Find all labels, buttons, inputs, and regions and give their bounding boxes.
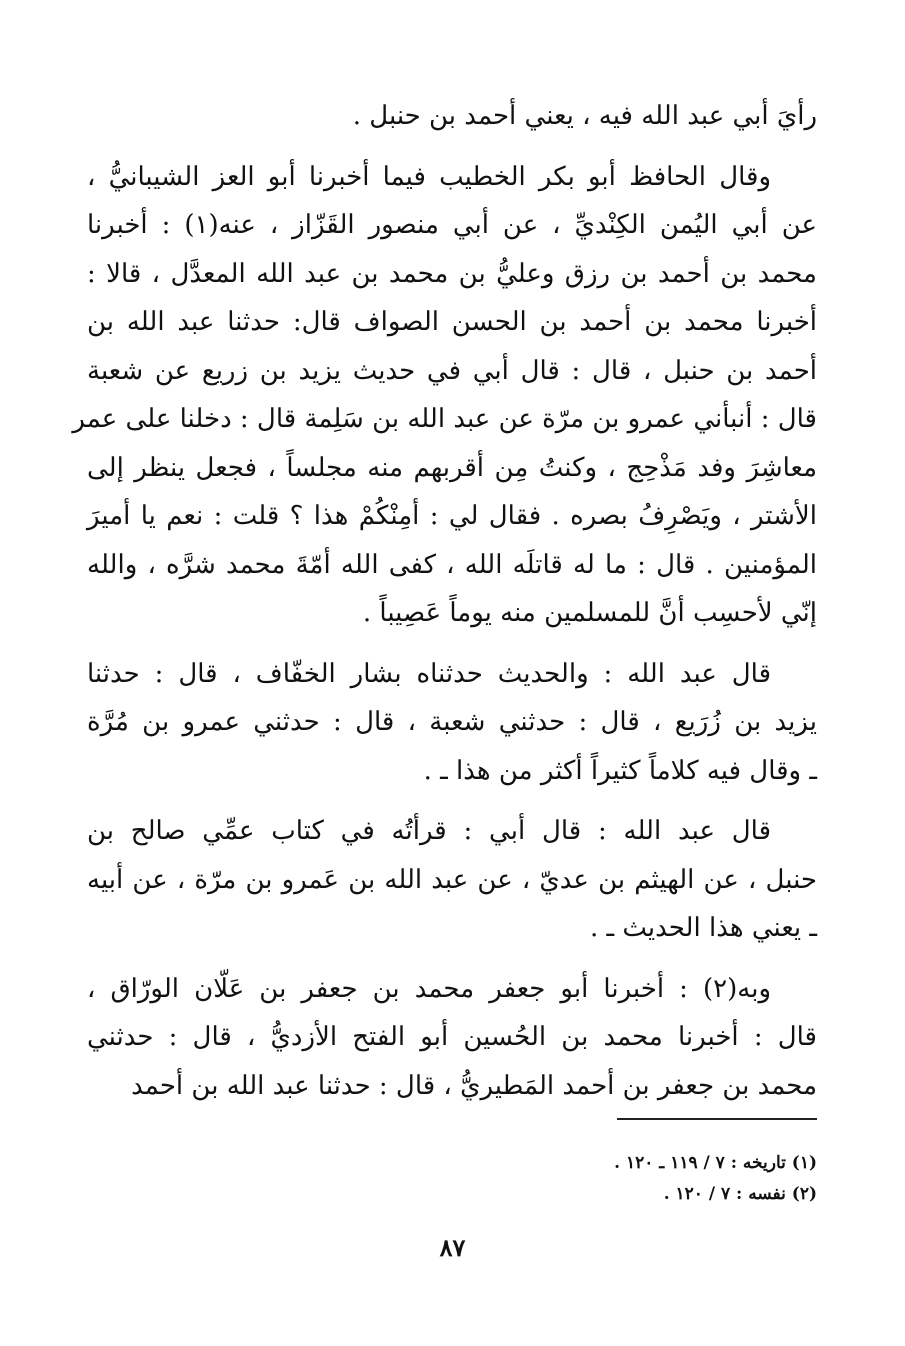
footnote-divider <box>617 1118 817 1120</box>
footnote: (٢) نفسه : ٧ / ١٢٠ . <box>663 1184 817 1204</box>
text-line: قال : أخبرنا محمد بن الحُسين أبو الفتح الأزديُّ ، قال : حدثني <box>87 1022 817 1052</box>
text-line: عن أبي اليُمن الكِنْديِّ ، عن أبي منصور القَزّاز ، عنه(١) : أخبرنا <box>87 210 818 240</box>
text-line: قال عبد الله : والحديث حدثناه بشار الخفّاف ، قال : حدثنا <box>87 658 771 689</box>
footnote: (١) تاريخه : ٧ / ١١٩ ـ ١٢٠ . <box>614 1153 817 1173</box>
paragraph <box>87 965 817 1111</box>
text-line: يزيد بن زُرَيع ، قال : حدثني شعبة ، قال : حدثني عمرو بن مُرَّة <box>87 707 817 737</box>
text-line: إنّي لأحسِب أنَّ للمسلمين منه يوماً عَصِيباً . <box>362 598 817 628</box>
footnotes <box>117 1148 817 1210</box>
text-line: محمد بن جعفر بن أحمد المَطيريُّ ، قال : حدثنا عبد الله بن أحمد <box>131 1070 817 1101</box>
text-line: وقال الحافظ أبو بكر الخطيب فيما أخبرنا أبو العز الشيبانيُّ ، <box>87 161 771 192</box>
text-line: معاشِرَ وفد مَذْحِج ، وكنتُ مِن أقربهم منه مجلساً ، فجعل ينظر إلى <box>87 452 817 483</box>
main-text <box>72 92 818 1110</box>
text-line: حنبل ، عن الهيثم بن عديّ ، عن عبد الله بن عَمرو بن مرّة ، عن أبيه <box>87 864 817 895</box>
text-line: الأشتر ، ويَصْرِفُ بصره . فقال لي : أمِنْكُمْ هذا ؟ قلت : نعم يا أميرَ <box>87 501 817 531</box>
paragraph <box>87 92 817 141</box>
text-line: محمد بن أحمد بن رزق وعليُّ بن محمد بن عبد الله المعدَّل ، قالا : <box>87 258 817 289</box>
text-line: ـ يعني هذا الحديث ـ . <box>589 913 817 943</box>
text-line: قال عبد الله : قال أبي : قرأتُه في كتاب عمِّي صالح بن <box>87 816 771 846</box>
text-line: ـ وقال فيه كلاماً كثيراً أكثر من هذا ـ . <box>423 755 817 786</box>
text-line: المؤمنين . قال : ما له قاتلَه الله ، كفى الله أمّةَ محمد شرَّه ، والله <box>87 549 817 580</box>
paragraph <box>87 650 817 796</box>
text-line: أخبرنا محمد بن أحمد بن الحسن الصواف قال: حدثنا عبد الله بن <box>87 307 817 337</box>
text-line: رأيَ أبي عبد الله فيه ، يعني أحمد بن حنبل . <box>352 101 817 131</box>
text-line: قال : أنبأني عمرو بن مرّة عن عبد الله بن سَلِمة قال : دخلنا على عمر <box>72 404 817 434</box>
paragraph <box>72 153 818 638</box>
text-line: وبه(٢) : أخبرنا أبو جعفر محمد بن جعفر بن عَلّان الورّاق ، <box>87 973 771 1004</box>
paragraph <box>87 807 817 953</box>
page-number: ٨٧ <box>439 1233 466 1262</box>
text-line: أحمد بن حنبل ، قال : قال أبي في حديث يزيد بن زريع عن شعبة <box>87 355 817 386</box>
